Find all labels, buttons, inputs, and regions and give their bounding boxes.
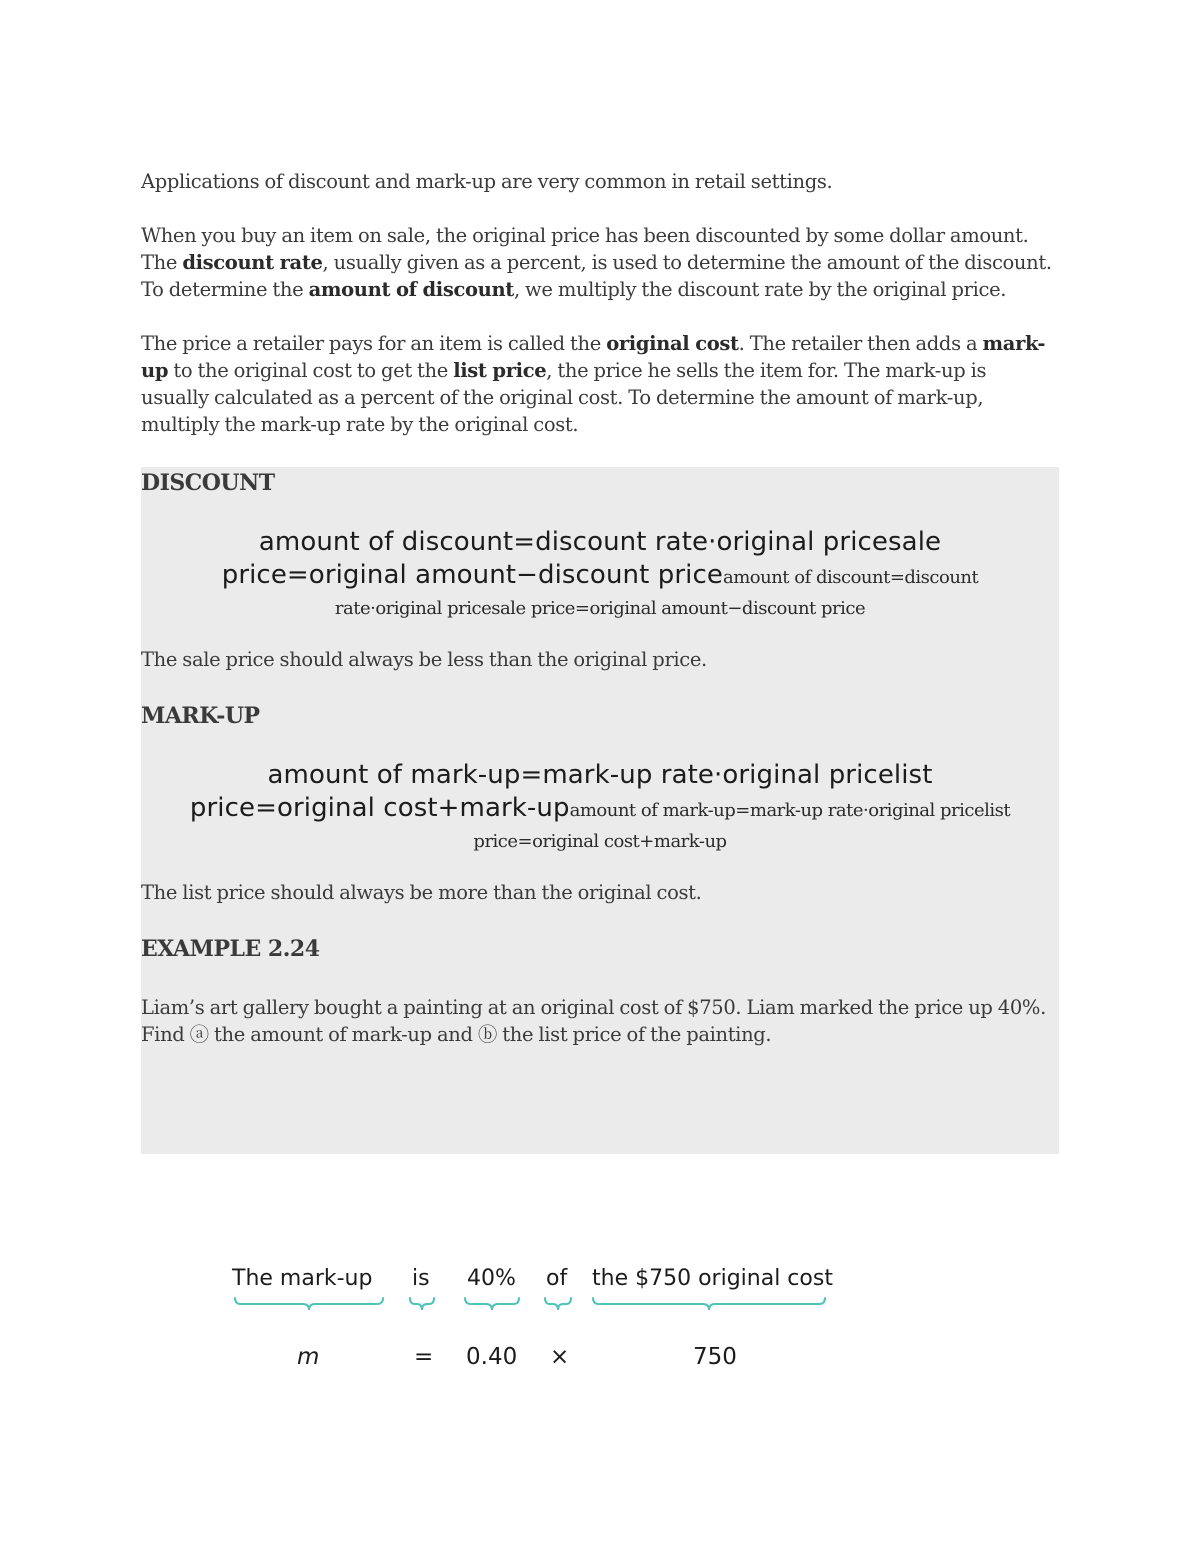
intro-paragraph-2: When you buy an item on sale, the original price has been discounted by some dollar amount. The discount rate, usually given as a percent, is used to determine the amount of the discount. To determine the amount of discount, we multiply the discount rate by the original price. xyxy=(141,224,1052,301)
discount-heading: DISCOUNT xyxy=(141,470,275,496)
diagram-value-cost: 750 xyxy=(693,1344,737,1370)
example-line-1: Liam’s art gallery bought a painting at an original cost of $750. Liam marked the price up 40%. xyxy=(141,996,1046,1019)
diagram-word-original-cost: the $750 original cost xyxy=(592,1266,833,1291)
markup-formula-line-2: price=original cost+mark-upamount of mark-up=mark-up rate·original pricelist xyxy=(189,793,1011,823)
diagram-value-equals: = xyxy=(414,1344,434,1370)
term-amount-of-discount: amount of discount xyxy=(308,278,514,301)
diagram-word-percent: 40% xyxy=(467,1266,516,1291)
diagram-word-is: is xyxy=(412,1266,430,1291)
markup-formula-line-1: amount of mark-up=mark-up rate·original pricelist xyxy=(267,760,933,790)
example-line-2: Find ⓐ the amount of mark-up and ⓑ the list price of the painting. xyxy=(141,1023,772,1046)
intro-section xyxy=(141,168,1059,438)
markup-note: The list price should always be more than the original cost. xyxy=(141,881,702,904)
intro-paragraph-1: Applications of discount and mark-up are very common in retail settings. xyxy=(141,170,833,193)
markup-formula-line-3: price=original cost+mark-up xyxy=(473,831,727,852)
term-list-price: list price xyxy=(453,359,547,382)
term-mark-up: mark-up xyxy=(141,332,1046,382)
discount-formula xyxy=(141,526,1059,624)
brace-original-cost xyxy=(593,1298,825,1310)
markup-formula xyxy=(141,759,1059,857)
example-heading: EXAMPLE 2.24 xyxy=(141,936,320,962)
brace-of xyxy=(545,1298,571,1310)
diagram-word-markup: The mark-up xyxy=(232,1266,373,1291)
brace-is xyxy=(410,1298,434,1310)
example-text xyxy=(141,994,1046,1048)
term-original-cost: original cost xyxy=(606,332,739,355)
diagram-value-rate: 0.40 xyxy=(466,1344,518,1370)
diagram-value-times: × xyxy=(550,1344,570,1370)
discount-formula-line-3: rate·original pricesale price=original amount−discount price xyxy=(334,598,866,619)
discount-formula-line-1: amount of discount=discount rate·original pricesale xyxy=(258,527,942,557)
diagram-word-of: of xyxy=(546,1266,568,1291)
diagram-value-m: m xyxy=(297,1344,320,1370)
brace-percent xyxy=(465,1298,519,1310)
intro-paragraph-3: The price a retailer pays for an item is called the original cost. The retailer then adds a mark-up to the original cost to get the list price, the price he sells the item for. The mark-up is usually calculated as a percent of the original cost. To determine the amount of mark-up, multiply the mark-up rate by the original cost. xyxy=(141,332,1046,436)
discount-formula-line-2: price=original amount−discount priceamount of discount=discount xyxy=(221,560,979,590)
discount-note: The sale price should always be less than the original price. xyxy=(141,648,707,671)
markup-heading: MARK-UP xyxy=(141,703,260,729)
brace-markup xyxy=(235,1298,383,1310)
term-discount-rate: discount rate xyxy=(182,251,323,274)
